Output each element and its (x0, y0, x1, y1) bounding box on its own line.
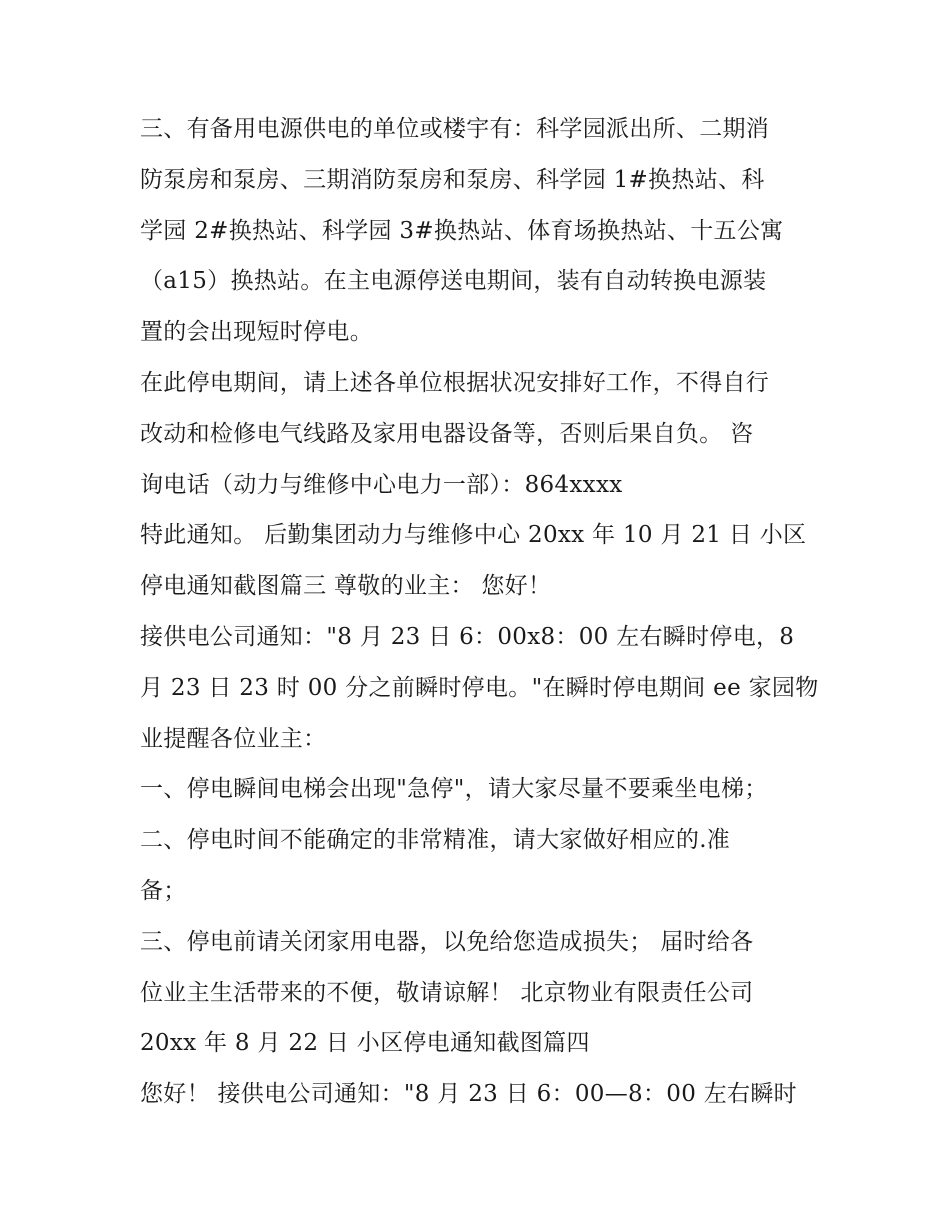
text-line: 位业主生活带来的不便，敬请谅解！ 北京物业有限责任公司 (140, 979, 754, 1006)
document-body (140, 104, 830, 1120)
text-line: 置的会出现短时停电。 (140, 319, 373, 346)
text-line: 业提醒各位业主： (140, 725, 327, 752)
text-line: 停电通知截图篇三 尊敬的业主： 您好！ (140, 573, 552, 600)
text-line: 备； (140, 877, 187, 904)
text-line: 二、停电时间不能确定的非常精准，请大家做好相应的.准 (140, 827, 731, 854)
text-line: 改动和检修电气线路及家用电器设备等，否则后果自负。 咨 (140, 420, 754, 447)
text-line: 防泵房和泵房、三期消防泵房和泵房、科学园 1#换热站、科 (140, 166, 765, 193)
text-line: 20xx 年 8 月 22 日 小区停电通知截图篇四 (140, 1030, 590, 1057)
text-line: 询电话（动力与维修中心电力一部）：864xxxx (140, 471, 623, 498)
text-line: 一、停电瞬间电梯会出现"急停"，请大家尽量不要乘坐电梯； (140, 776, 768, 803)
text-line: 您好！ 接供电公司通知："8 月 23 日 6：00—8：00 左右瞬时 (140, 1081, 797, 1108)
text-line: 在此停电期间，请上述各单位根据状况安排好工作，不得自行 (140, 369, 770, 396)
text-line: （a15）换热站。在主电源停送电期间，装有自动转换电源装 (140, 268, 767, 295)
text-line: 三、有备用电源供电的单位或楼宇有：科学园派出所、二期消 (140, 116, 770, 142)
text-line: 三、停电前请关闭家用电器，以免给您造成损失； 届时给各 (140, 928, 754, 955)
text-line: 接供电公司通知："8 月 23 日 6：00x8：00 左右瞬时停电，8 (140, 623, 795, 650)
text-line: 特此通知。 后勤集团动力与维修中心 20xx 年 10 月 21 日 小区 (140, 522, 807, 549)
text-line: 学园 2#换热站、科学园 3#换热站、体育场换热站、十五公寓 (140, 217, 784, 244)
text-line: 月 23 日 23 时 00 分之前瞬时停电。"在瞬时停电期间 ee 家园物 (140, 674, 819, 701)
